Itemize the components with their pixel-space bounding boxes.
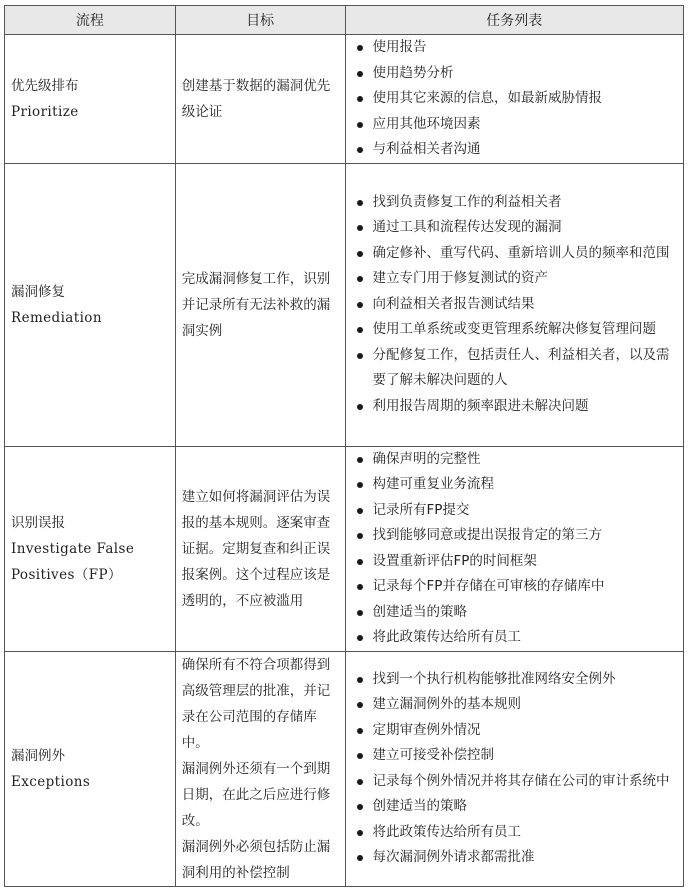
task-item: 与利益相关者沟通	[352, 137, 677, 163]
task-item: 每次漏洞例外请求都需批准	[352, 845, 677, 871]
task-list	[352, 667, 677, 871]
task-list	[352, 447, 677, 651]
goal-text: 漏洞例外必须包括防止漏洞利用的补偿控制	[181, 838, 331, 881]
header-flow: 流程	[5, 6, 176, 35]
flow-name-en: Investigate False Positives（FP）	[11, 540, 135, 583]
task-item: 利用报告周期的频率跟进未解决问题	[352, 394, 677, 420]
task-item: 记录每个例外情况并将其存储在公司的审计系统中	[352, 769, 677, 795]
header-tasks: 任务列表	[345, 6, 683, 35]
tasks-cell	[345, 35, 683, 164]
task-item: 记录每个FP并存储在可审核的存储库中	[352, 574, 677, 600]
task-item: 分配修复工作，包括责任人、利益相关者，以及需要了解未解决问题的人	[352, 343, 677, 394]
flow-cell	[5, 35, 176, 164]
task-item: 找到一个执行机构能够批准网络安全例外	[352, 667, 677, 693]
task-item: 确保声明的完整性	[352, 447, 677, 473]
task-item: 应用其他环境因素	[352, 112, 677, 138]
process-table	[4, 5, 684, 887]
flow-cell	[5, 651, 176, 886]
tasks-cell	[345, 446, 683, 651]
table-row-remediation	[5, 163, 684, 446]
task-item: 使用报告	[352, 35, 677, 61]
flow-name-zh: 优先级排布	[11, 77, 79, 94]
flow-name-en: Prioritize	[11, 103, 79, 120]
task-item: 向利益相关者报告测试结果	[352, 292, 677, 318]
task-list	[352, 35, 677, 163]
goal-text: 完成漏洞修复工作，识别并记录所有无法补救的漏洞实例	[181, 270, 331, 339]
task-item: 确定修补、重写代码、重新培训人员的频率和范围	[352, 241, 677, 267]
task-item: 创建适当的策略	[352, 600, 677, 626]
task-item: 记录所有FP提交	[352, 498, 677, 524]
goal-text: 建立如何将漏洞评估为误报的基本规则。逐案审查证据。定期复查和纠正误报案例。这个过程应该是透明的，不应被滥用	[181, 488, 331, 609]
goal-cell	[175, 163, 345, 446]
flow-name-en: Exceptions	[11, 773, 91, 790]
task-item: 使用工单系统或变更管理系统解决修复管理问题	[352, 317, 677, 343]
goal-text: 创建基于数据的漏洞优先级论证	[181, 77, 331, 120]
task-item: 将此政策传达给所有员工	[352, 625, 677, 651]
task-item: 建立可接受补偿控制	[352, 743, 677, 769]
table-row-exceptions	[5, 651, 684, 886]
task-item: 定期审查例外情况	[352, 718, 677, 744]
task-item: 使用其它来源的信息，如最新威胁情报	[352, 86, 677, 112]
header-goal: 目标	[175, 6, 345, 35]
task-item: 建立专门用于修复测试的资产	[352, 266, 677, 292]
flow-name-zh: 漏洞例外	[11, 747, 65, 764]
goal-text: 确保所有不符合项都得到高级管理层的批准，并记录在公司范围的存储库中。	[181, 656, 331, 751]
task-item: 找到能够同意或提出误报肯定的第三方	[352, 523, 677, 549]
task-list	[352, 190, 677, 420]
task-item: 将此政策传达给所有员工	[352, 820, 677, 846]
goal-cell	[175, 35, 345, 164]
task-item: 通过工具和流程传达发现的漏洞	[352, 215, 677, 241]
tasks-cell	[345, 163, 683, 446]
task-item: 找到负责修复工作的利益相关者	[352, 190, 677, 216]
task-item: 使用趋势分析	[352, 61, 677, 87]
flow-cell	[5, 163, 176, 446]
flow-name-en: Remediation	[11, 309, 102, 326]
flow-name-zh: 漏洞修复	[11, 283, 65, 300]
header-row	[5, 6, 684, 35]
task-item: 设置重新评估FP的时间框架	[352, 549, 677, 575]
table-row-false-positives	[5, 446, 684, 651]
table-row-prioritize	[5, 35, 684, 164]
task-item: 建立漏洞例外的基本规则	[352, 692, 677, 718]
task-item: 构建可重复业务流程	[352, 472, 677, 498]
goal-cell	[175, 651, 345, 886]
process-table-container	[4, 5, 684, 887]
tasks-cell	[345, 651, 683, 886]
flow-cell	[5, 446, 176, 651]
task-item: 创建适当的策略	[352, 794, 677, 820]
flow-name-zh: 识别误报	[11, 514, 65, 531]
goal-text: 漏洞例外还须有一个到期日期，在此之后应进行修改。	[181, 760, 331, 829]
goal-cell	[175, 446, 345, 651]
